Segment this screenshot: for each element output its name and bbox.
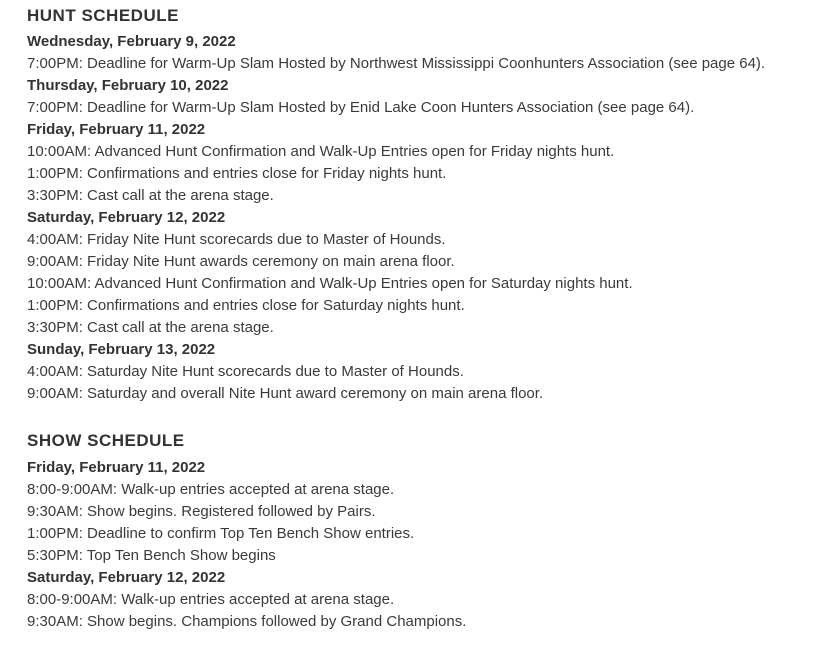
hunt-entry: 1:00PM: Confirmations and entries close for Friday nights hunt. [27, 165, 447, 182]
hunt-entry: 3:30PM: Cast call at the arena stage. [27, 319, 274, 336]
hunt-entry: 9:00AM: Saturday and overall Nite Hunt award ceremony on main arena floor. [27, 385, 544, 402]
show-day-heading: Friday, February 11, 2022 [27, 459, 206, 476]
hunt-entry: 7:00PM: Deadline for Warm-Up Slam Hosted by Northwest Mississippi Coonhunters Association (see page 64). [27, 55, 766, 72]
hunt-entry: 1:00PM: Confirmations and entries close for Saturday nights hunt. [27, 297, 465, 314]
hunt-day-heading: Sunday, February 13, 2022 [27, 341, 216, 358]
hunt-entry: 4:00AM: Saturday Nite Hunt scorecards due to Master of Hounds. [27, 363, 464, 380]
hunt-schedule-title: HUNT SCHEDULE [27, 6, 179, 25]
show-entry: 9:30AM: Show begins. Registered followed by Pairs. [27, 503, 376, 520]
show-schedule-title: SHOW SCHEDULE [27, 431, 185, 450]
hunt-entry: 10:00AM: Advanced Hunt Confirmation and Walk-Up Entries open for Friday nights hunt. [27, 143, 615, 160]
hunt-entry: 7:00PM: Deadline for Warm-Up Slam Hosted by Enid Lake Coon Hunters Association (see page 64). [27, 99, 695, 116]
hunt-entry: 9:00AM: Friday Nite Hunt awards ceremony on main arena floor. [27, 253, 455, 270]
show-entry: 8:00-9:00AM: Walk-up entries accepted at arena stage. [27, 481, 395, 498]
hunt-day-heading: Wednesday, February 9, 2022 [27, 33, 236, 50]
hunt-day-heading: Thursday, February 10, 2022 [27, 77, 229, 94]
show-entry: 5:30PM: Top Ten Bench Show begins [27, 547, 276, 564]
hunt-day-heading: Friday, February 11, 2022 [27, 121, 206, 138]
show-entry: 8:00-9:00AM: Walk-up entries accepted at arena stage. [27, 591, 395, 608]
show-day-heading: Saturday, February 12, 2022 [27, 569, 226, 586]
show-entry: 1:00PM: Deadline to confirm Top Ten Bench Show entries. [27, 525, 415, 542]
hunt-entry: 10:00AM: Advanced Hunt Confirmation and Walk-Up Entries open for Saturday nights hunt. [27, 275, 633, 292]
hunt-entry: 3:30PM: Cast call at the arena stage. [27, 187, 274, 204]
hunt-entry: 4:00AM: Friday Nite Hunt scorecards due to Master of Hounds. [27, 231, 446, 248]
hunt-day-heading: Saturday, February 12, 2022 [27, 209, 226, 226]
show-entry: 9:30AM: Show begins. Champions followed by Grand Champions. [27, 613, 467, 630]
